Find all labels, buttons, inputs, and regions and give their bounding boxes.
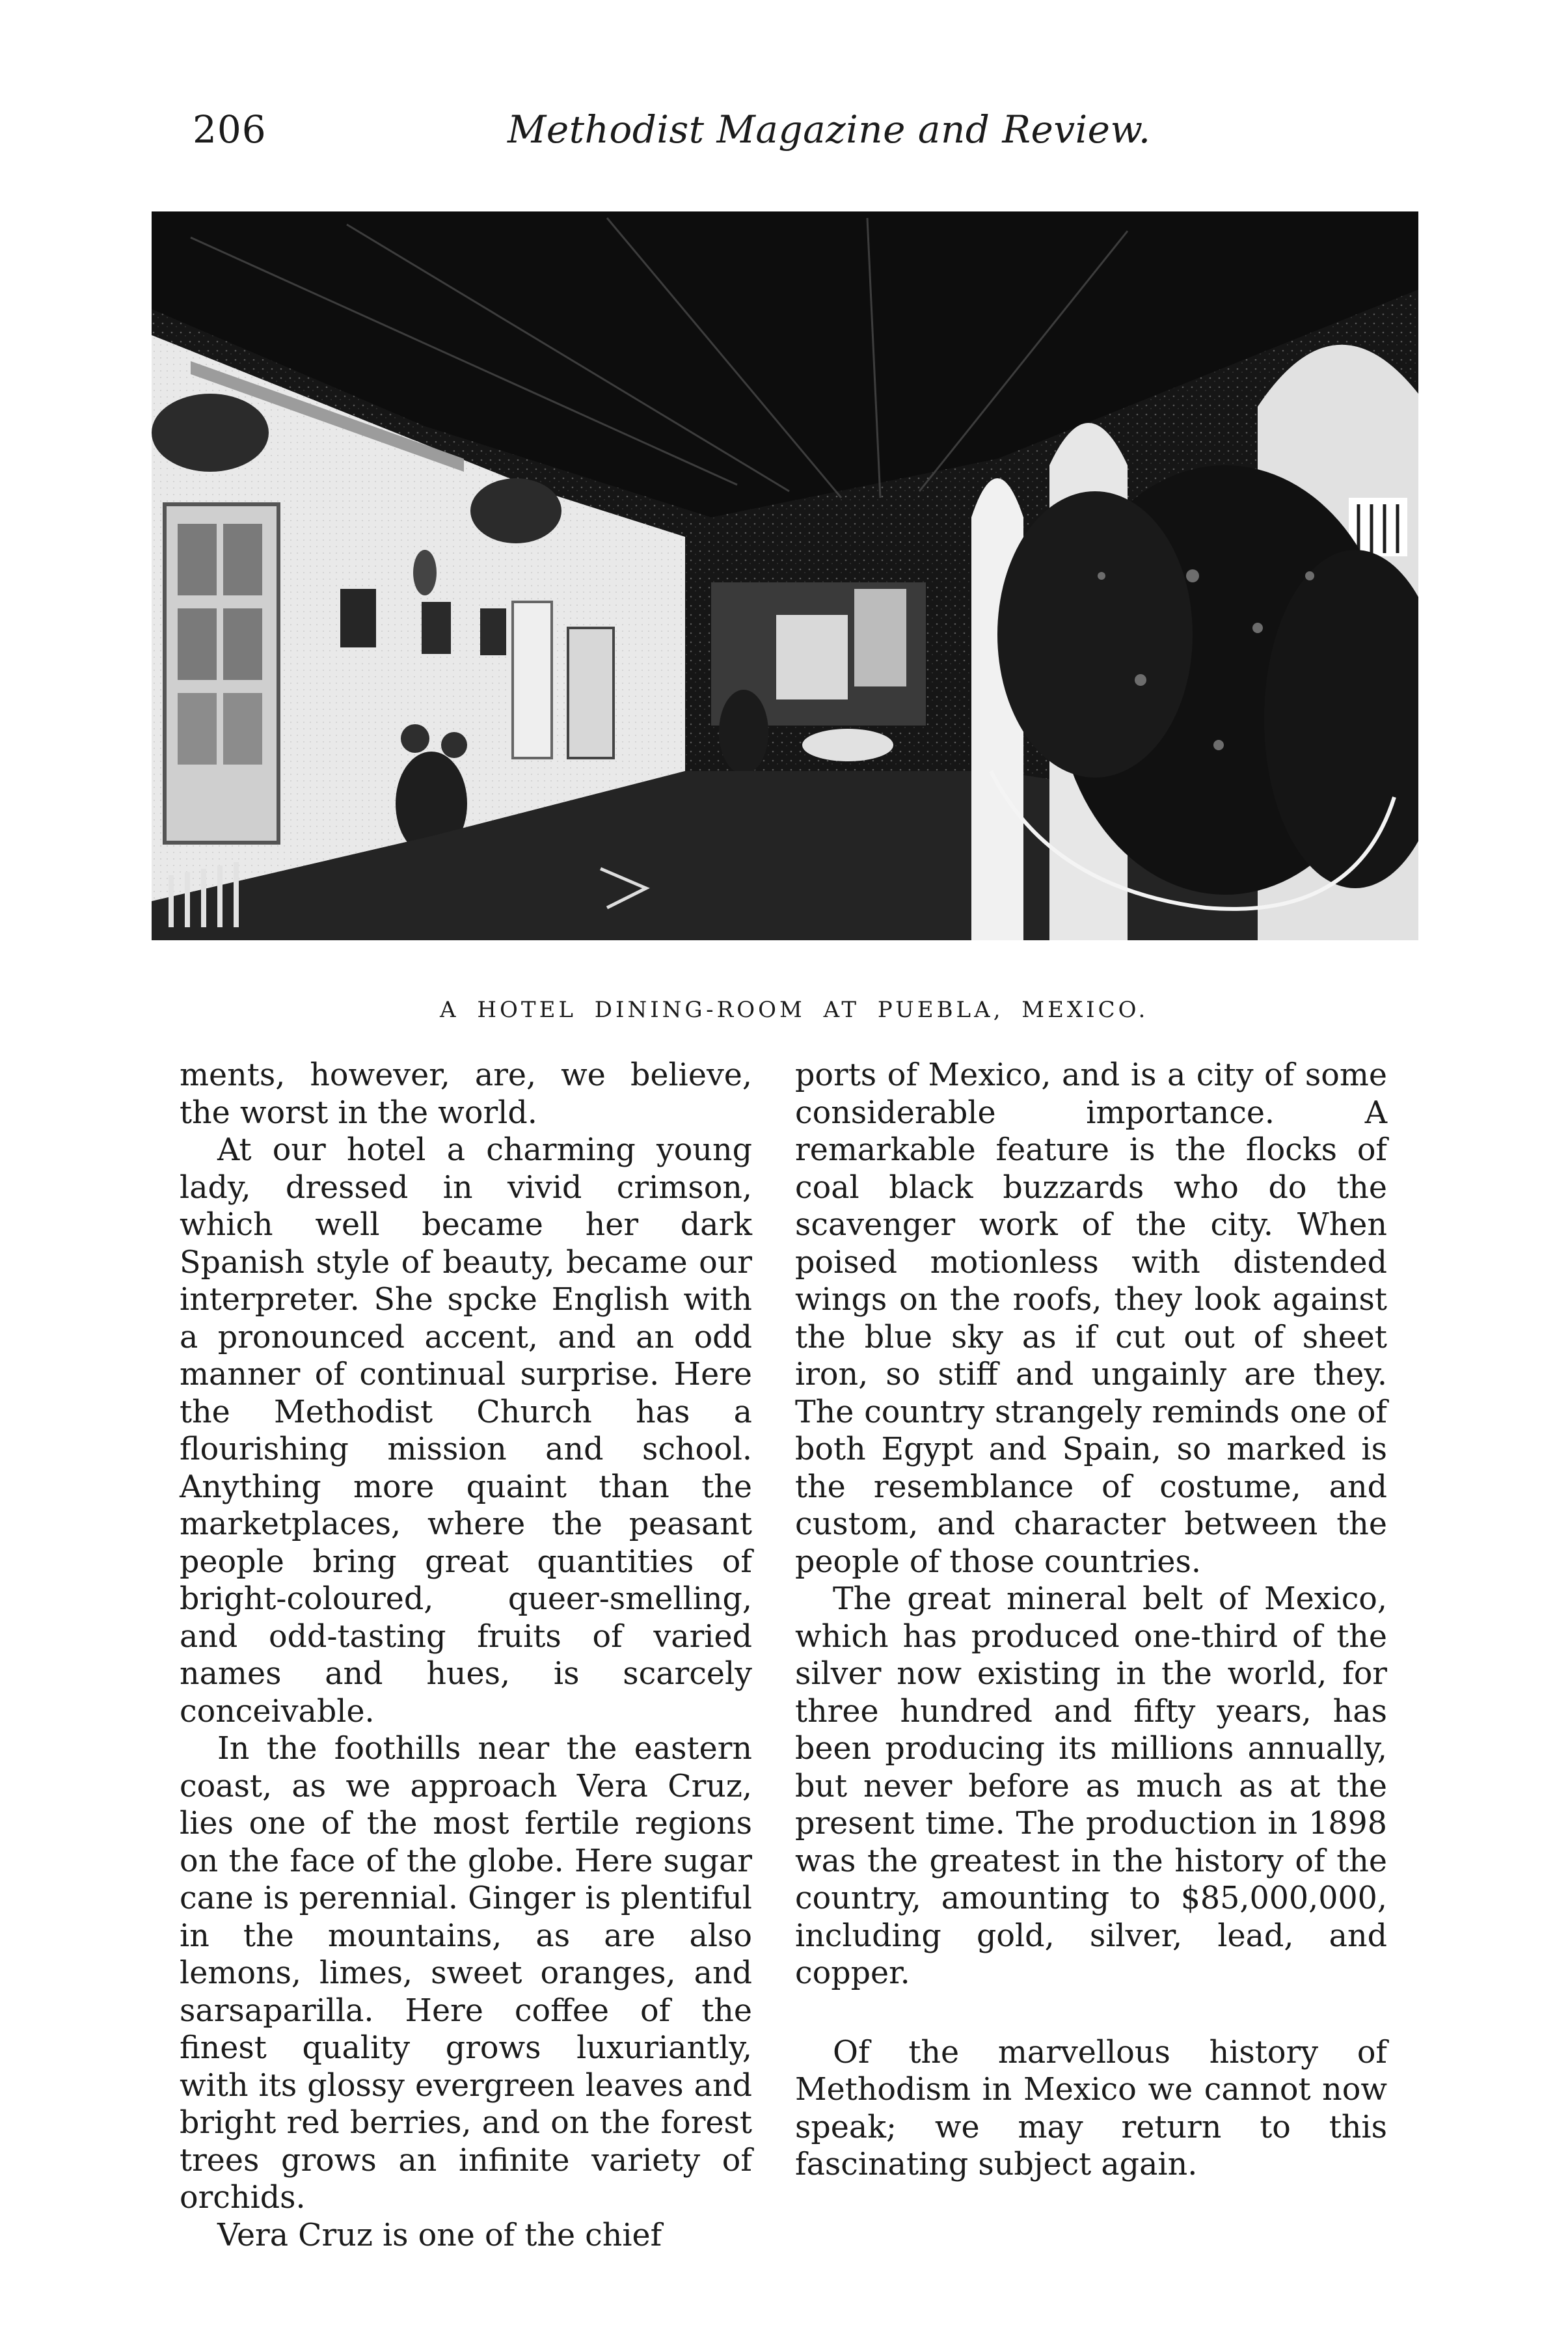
left-text-column	[180, 1057, 752, 2254]
paragraph: In the foothills near the eastern coast, as we approach Vera Cruz, lies one of the most fertile regions on the face of the globe. Here sugar cane is perennial. Ginger is plentiful in the mountains, as are also lemons, limes, sweet oranges, and sarsaparilla. Here coffee of the finest quality grows luxuriantly, with its glossy evergreen leaves and bright red berries, and on the forest trees grows an infinite variety of orchids.	[180, 1731, 752, 2216]
paragraph: The great mineral belt of Mexico, which has produced one-third of the silver now existing in the world, for three hundred and fifty years, has been producing its millions annually, but never before as much as at the present time. The production in 1898 was the greatest in the history of the country, amounting to $85,000,000, including gold, silver, lead, and copper.	[795, 1581, 1387, 1991]
page-number: 206	[193, 107, 267, 152]
paragraph: ports of Mexico, and is a city of some considerable importance. A remarkable feature is the flocks of coal black buzzards who do the scavenger work of the city. When poised motionless with distended wings on the roofs, they look against the blue sky as if cut out of sheet iron, so stiff and ungainly are they. The country strangely reminds one of both Egypt and Spain, so marked is the resemblance of costume, and custom, and character between the people of those countries.	[795, 1057, 1387, 1580]
right-text-column	[795, 1057, 1387, 2184]
hotel-dining-room-photo	[152, 211, 1418, 940]
paragraph: Vera Cruz is one of the chief	[217, 2217, 662, 2253]
paragraph: ments, however, are, we believe, the worst in the world.	[180, 1057, 752, 1131]
paragraph: At our hotel a charming young lady, dressed in vivid crimson, which well became her dark Spanish style of beauty, became our interpreter. She spcke English with a pronounced accent, and an odd manner of continual surprise. Here the Methodist Church has a flourishing mission and school. Anything more quaint than the marketplaces, where the peasant people bring great quantities of bright-coloured, queer-smelling, and odd-tasting fruits of varied names and hues, is scarcely conceivable.	[180, 1132, 752, 1730]
figure-caption: A HOTEL DINING-ROOM AT PUEBLA, MEXICO.	[440, 997, 1149, 1023]
photo-illustration	[152, 211, 1418, 940]
paragraph: Of the marvellous history of Methodism in Mexico we cannot now speak; we may return to this fascinating subject again.	[795, 2034, 1387, 2182]
running-title: Methodist Magazine and Review.	[507, 107, 1151, 152]
